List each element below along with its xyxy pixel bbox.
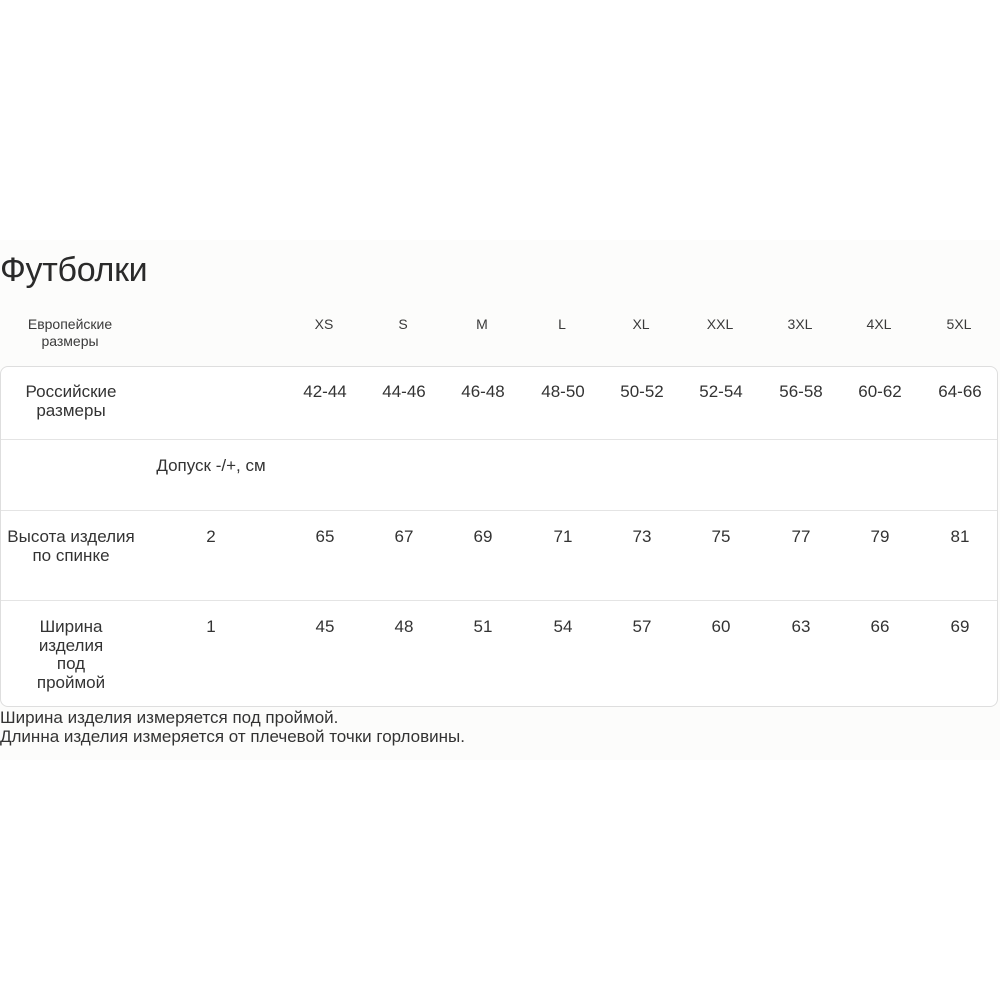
size-header-cell: 4XL bbox=[866, 316, 892, 332]
armhole-width-cell: 63 bbox=[791, 617, 811, 636]
back-height-label: Высота изделия по спинке bbox=[7, 527, 135, 565]
ru-size-cell: 48-50 bbox=[541, 382, 585, 401]
eu-sizes-label: Европейские размеры bbox=[27, 316, 113, 349]
ru-size-cell: 52-54 bbox=[699, 382, 743, 401]
table-row-tolerance bbox=[1, 439, 997, 510]
ru-size-cell: 42-44 bbox=[303, 382, 347, 401]
ru-size-cell: 46-48 bbox=[461, 382, 505, 401]
armhole-width-label: Ширина изделия под проймой bbox=[36, 617, 106, 692]
ru-size-cell: 50-52 bbox=[620, 382, 664, 401]
size-header-cell: M bbox=[476, 316, 488, 332]
size-header-row bbox=[0, 316, 1000, 356]
size-header-cell: XL bbox=[632, 316, 650, 332]
back-height-cell: 77 bbox=[791, 527, 811, 546]
armhole-width-cell: 54 bbox=[553, 617, 573, 636]
back-height-cell: 73 bbox=[632, 527, 652, 546]
size-header-cell: XXL bbox=[706, 316, 734, 332]
back-height-cell: 69 bbox=[473, 527, 493, 546]
note-width-measurement: Ширина изделия измеряется под проймой. bbox=[0, 708, 339, 727]
size-header-cell: L bbox=[558, 316, 566, 332]
armhole-width-tolerance: 1 bbox=[206, 617, 216, 636]
ru-size-cell: 44-46 bbox=[382, 382, 426, 401]
armhole-width-cell: 60 bbox=[711, 617, 731, 636]
size-table bbox=[0, 366, 998, 707]
table-row-armhole-width bbox=[1, 600, 997, 707]
table-row-ru-sizes bbox=[1, 367, 997, 439]
back-height-cell: 71 bbox=[553, 527, 573, 546]
back-height-cell: 79 bbox=[870, 527, 890, 546]
ru-size-cell: 56-58 bbox=[779, 382, 823, 401]
table-row-back-height bbox=[1, 510, 997, 600]
ru-size-cell: 60-62 bbox=[858, 382, 902, 401]
note-length-measurement: Длинна изделия измеряется от плечевой точки горловины. bbox=[0, 727, 465, 746]
size-header-cell: 3XL bbox=[787, 316, 813, 332]
page-title: Футболки bbox=[0, 251, 148, 289]
back-height-cell: 75 bbox=[711, 527, 731, 546]
armhole-width-cell: 51 bbox=[473, 617, 493, 636]
armhole-width-cell: 57 bbox=[632, 617, 652, 636]
armhole-width-cell: 48 bbox=[394, 617, 414, 636]
size-header-cell: 5XL bbox=[946, 316, 972, 332]
tolerance-label: Допуск -/+, см bbox=[156, 456, 266, 475]
armhole-width-cell: 69 bbox=[950, 617, 970, 636]
armhole-width-cell: 45 bbox=[315, 617, 335, 636]
size-header-cell: XS bbox=[314, 316, 334, 332]
ru-size-cell: 64-66 bbox=[938, 382, 982, 401]
back-height-cell: 81 bbox=[950, 527, 970, 546]
armhole-width-cell: 66 bbox=[870, 617, 890, 636]
back-height-cell: 65 bbox=[315, 527, 335, 546]
back-height-cell: 67 bbox=[394, 527, 414, 546]
back-height-tolerance: 2 bbox=[206, 527, 216, 546]
ru-sizes-label: Российские размеры bbox=[25, 382, 117, 420]
size-header-cell: S bbox=[398, 316, 408, 332]
